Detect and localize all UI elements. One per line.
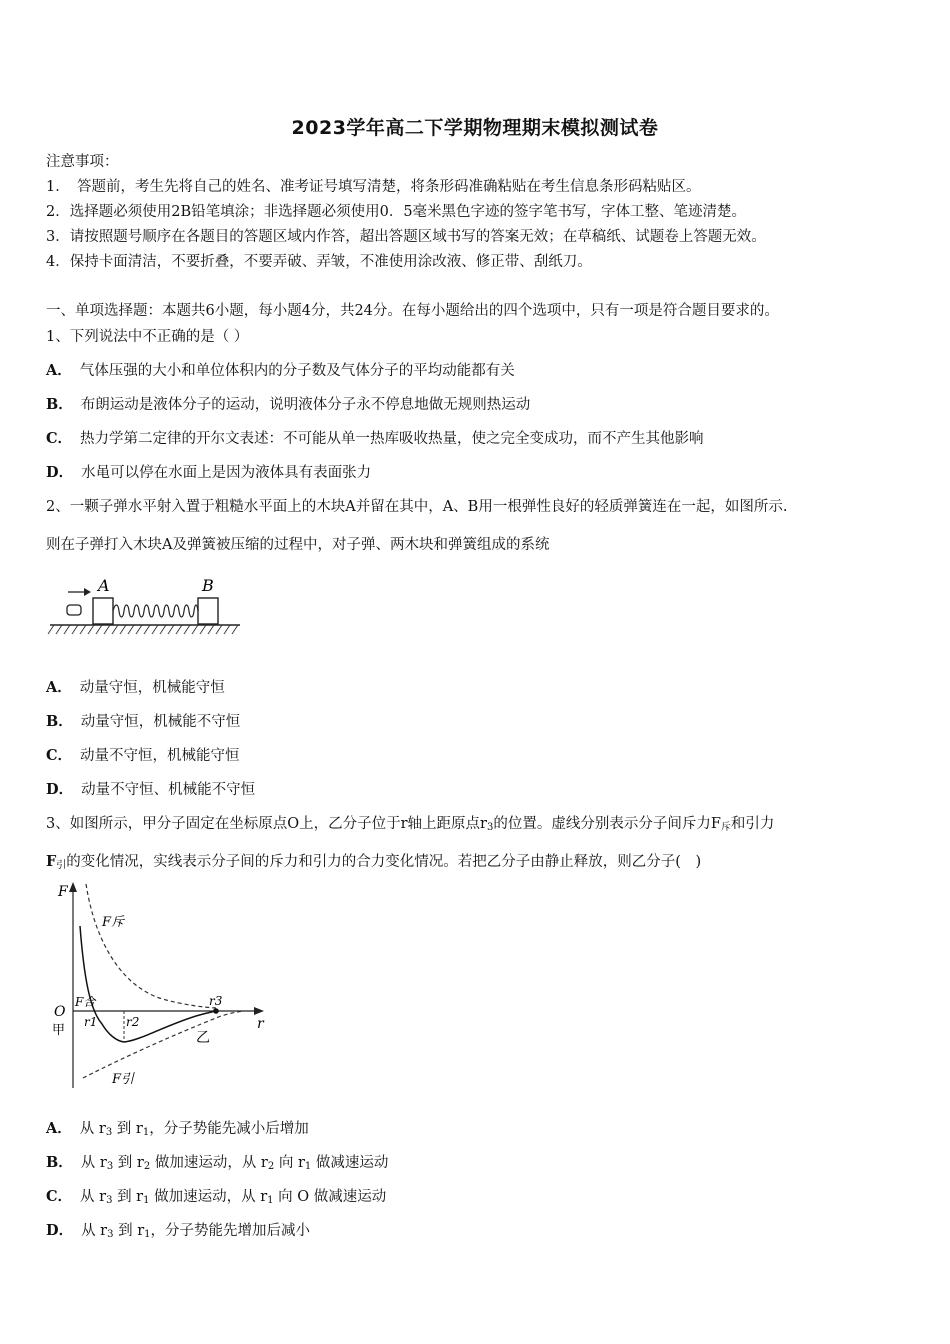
attractive-force-label: F引 [112,1072,135,1087]
notice-item-3: 3．请按照题号顺序在各题目的答题区域内作答，超出答题区域书写的答案无效；在草稿纸、试题卷上答题无效。 [46,229,766,245]
r3-label: r3 [209,994,223,1008]
net-force-curve [80,926,216,1042]
option-letter: D． [46,781,74,798]
f-axis [69,882,77,1088]
q1-option-a [46,361,515,381]
r2-label: r2 [126,1015,140,1029]
notice-item-4: 4．保持卡面清洁，不要折叠，不要弄破、弄皱，不准使用涂改液、修正带、刮纸刀。 [46,254,592,270]
f-axis-label: F [58,884,68,900]
attractive-force-curve [83,1011,244,1078]
molecule-yi-label: 乙 [196,1030,210,1046]
option-letter: D． [46,464,74,481]
block-b-label: B [202,576,214,595]
block-a [93,598,113,624]
notice-item-1: 1． 答题前，考生先将自己的姓名、准考证号填写清楚，将条形码准确粘贴在考生信息条形码粘贴区。 [46,179,701,195]
notice-heading: 注意事项： [46,154,119,170]
origin-label: O [54,1004,66,1020]
option-text: 气体压强的大小和单位体积内的分子数及气体分子的平均动能都有关 [79,363,515,379]
option-text: 动量不守恒、机械能不守恒 [81,782,256,798]
option-letter: A． [46,679,72,696]
ground [48,625,240,634]
q3-option-d: D． 从 $r_3$ 到 $r_1$，分子势能先增加后减小 [46,1222,311,1240]
page-title: 2023学年高二下学期物理期末模拟测试卷 [291,117,659,139]
q3-option-c: C． 从 $r_3$ 到 $r_1$ 做加速运动，从 $r_1$ 向 O 做减速运动 [46,1188,387,1206]
option-letter: B． [46,396,73,413]
q2-option-a [46,678,225,698]
option-text: 布朗运动是液体分子的运动，说明液体分子永不停息地做无规则热运动 [80,397,531,413]
q2-option-d [46,780,255,800]
r-axis [73,1007,264,1015]
bullet-arrow [68,588,91,596]
r-axis-label: r [257,1016,264,1032]
option-text: 动量不守恒，机械能守恒 [80,748,240,764]
q3-option-a: A． 从 $r_3$ 到 $r_1$，分子势能先减小后增加 [46,1120,309,1138]
block-a-label: A [98,576,110,595]
option-letter: C． [46,430,73,447]
bullet [67,605,81,615]
option-text: 动量守恒，机械能守恒 [79,680,225,696]
molecular-force-graph [46,878,276,1092]
q1-option-b [46,395,530,415]
option-text: 动量守恒，机械能不守恒 [80,714,241,730]
q1-stem: 1、下列说法中不正确的是（ ） [46,329,249,345]
option-text: 热力学第二定律的开尔文表述：不可能从单一热库吸收热量，使之完全变成功，而不产生其他影响 [80,431,704,447]
block-b [198,598,218,624]
option-letter: B． [46,713,73,730]
r1-label: r1 [84,1015,98,1029]
option-letter: C． [46,747,73,764]
repulsive-force-label: F斥 [102,915,125,930]
option-letter: A． [46,362,72,379]
q2-option-c [46,746,240,766]
q2-stem-line1: 2、一颗子弹水平射入置于粗糙水平面上的木块A并留在其中，A、B用一根弹性良好的轻质弹簧连在一起，如图所示. [46,499,788,515]
spring-block-figure [46,570,246,642]
repulsive-force-curve [86,884,216,1008]
notice-item-2: 2．选择题必须使用2B铅笔填涂；非选择题必须使用0．5毫米黑色字迹的签字笔书写，字体工整、笔迹清楚。 [46,204,747,220]
q1-option-c [46,429,704,449]
q3-stem-line2: $F_引$的变化情况，实线表示分子间的斥力和引力的合力变化情况。若把乙分子由静止释放，则乙分子( ) [46,853,702,871]
q3-option-b: B． 从 $r_3$ 到 $r_2$ 做加速运动，从 $r_2$ 向 $r_1$ 做减速运动 [46,1154,389,1172]
net-force-label: F合 [75,995,96,1009]
option-text: 水黾可以停在水面上是因为液体具有表面张力 [81,465,372,481]
section-heading: 一、单项选择题：本题共6小题，每小题4分，共24分。在每小题给出的四个选项中，只有一项是符合题目要求的。 [46,303,779,319]
q2-option-b [46,712,240,732]
molecule-jia-label: 甲 [52,1023,66,1038]
q3-stem-line1: 3、如图所示，甲分子固定在坐标原点O上，乙分子位于r轴上距原点$r_3$的位置。虚线分别表示分子间斥力$F_斥$和引力 [46,816,775,833]
q2-stem-line2: 则在子弹打入木块A及弹簧被压缩的过程中，对子弹、两木块和弹簧组成的系统 [46,537,550,553]
r3-point [213,1008,219,1014]
q1-option-d [46,463,371,483]
spring [113,605,198,617]
